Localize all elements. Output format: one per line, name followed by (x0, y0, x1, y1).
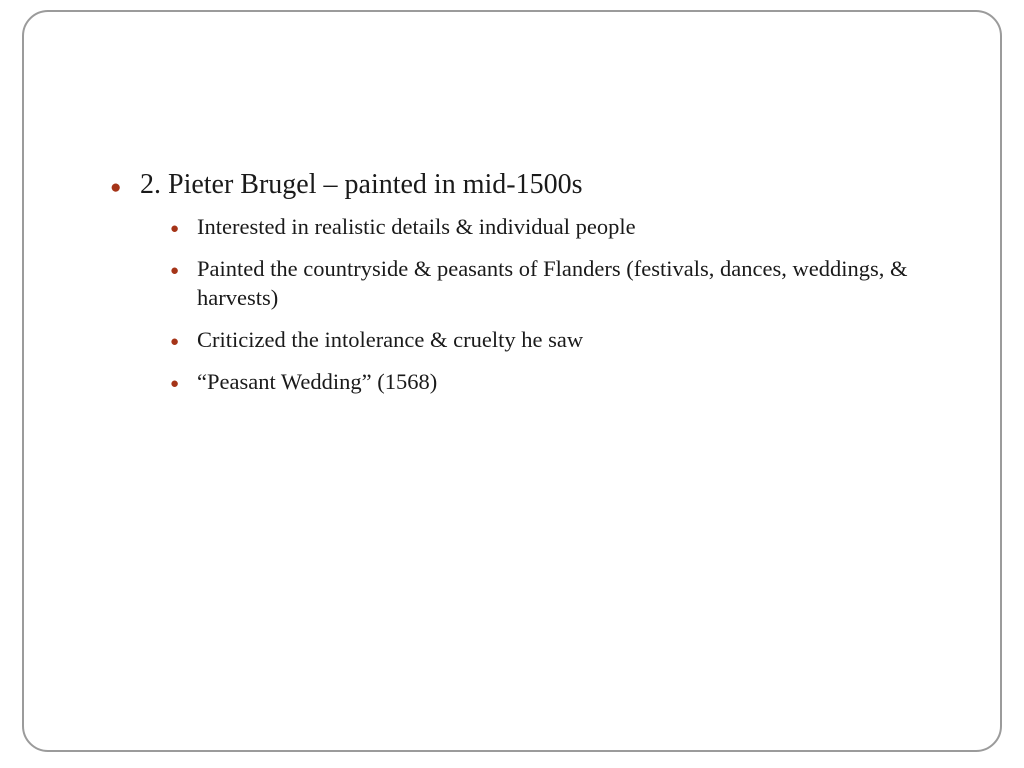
sub-bullet-text: “Peasant Wedding” (1568) (197, 368, 438, 394)
sub-bullet-text: Criticized the intolerance & cruelty he saw (197, 327, 584, 353)
list-item (170, 367, 970, 397)
list-item (170, 325, 970, 355)
bullet-icon: ● (170, 262, 180, 279)
main-bullet-text: 2. Pieter Brugel – painted in mid-1500s (140, 169, 583, 200)
list-item (170, 254, 970, 313)
slide-content (110, 167, 970, 408)
bullet-icon: ● (170, 334, 180, 351)
bullet-icon: ● (170, 375, 180, 392)
list-item (170, 212, 970, 242)
bullet-icon: ● (170, 221, 180, 237)
slide-frame (22, 10, 1002, 752)
sub-bullet-text: Painted the countryside & peasants of Flanders (festivals, dances, weddings, & harvests) (197, 255, 908, 311)
sub-bullet-list (170, 212, 970, 396)
sub-bullet-text: Interested in realistic details & individual people (197, 214, 636, 239)
main-bullet-item (110, 167, 970, 202)
bullet-icon: ● (110, 177, 122, 198)
